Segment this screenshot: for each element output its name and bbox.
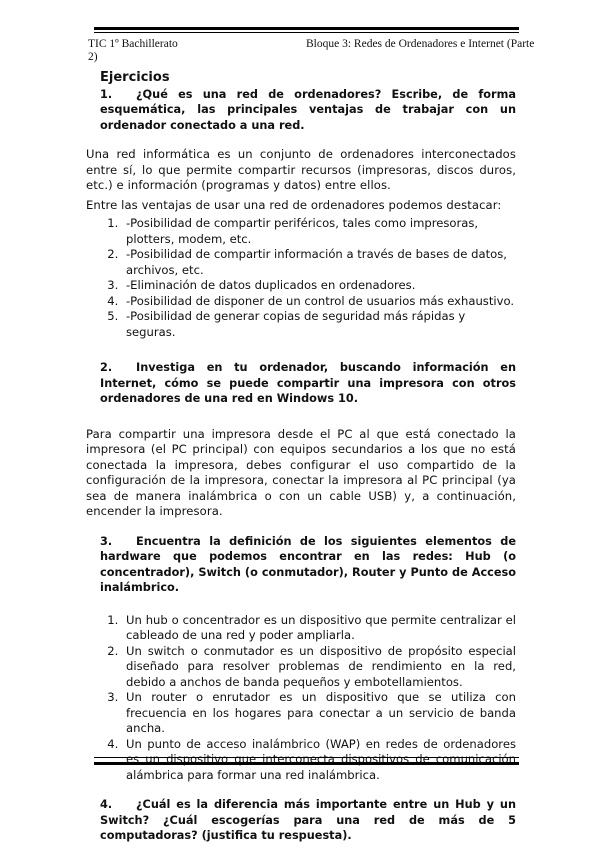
list-item: 2. -Posibilidad de compartir información a través de bases de datos, archivos, etc. (122, 247, 516, 278)
question-4-text: ¿Cuál es la diferencia más importante entre un Hub y un Switch? ¿Cuál escogerías para una red de más de 5 computadoras? (justifica tu respuesta). (100, 798, 516, 842)
question-1 (100, 87, 516, 134)
footer-rule-thick (94, 762, 519, 765)
answer-2-paragraph: Para compartir una impresora desde el PC al que está conectado la impresora (el PC principal) con equipos secundarios a los que no está conectada la impresora, debes configurar el uso compartido de la configuración de la impresora, conectar la impresora al PC principal (ya sea de manera inalámbrica o con un cable USB) y, a continuación, encender la impresora. (86, 426, 516, 518)
question-4 (100, 797, 516, 844)
footer-rule-thin (94, 757, 519, 758)
list-item: 3. Un router o enrutador es un dispositivo que se utiliza con frecuencia en los hogares para conectar a un servicio de banda ancha. (122, 690, 516, 737)
list-item: 4. -Posibilidad de disponer de un control de usuarios más exhaustivo. (122, 294, 516, 310)
header-unit: Bloque 3: Redes de Ordenadores e Internet (Parte (306, 38, 535, 50)
list-item: 4. Un punto de acceso inalámbrico (WAP) en redes de ordenadores es un dispositivo que interconecta dispositivos de comunicación alámbrica para formar una red inalámbrica. (122, 737, 516, 784)
question-4-number: 4. (100, 798, 113, 811)
header-rule-thin (94, 32, 519, 33)
advantages-list (86, 216, 516, 340)
list-item: 2. Un switch o conmutador es un dispositivo de propósito especial diseñado para resolver problemas de rendimiento en la red, debido a anchos de banda pequeños y embotellamientos. (122, 644, 516, 691)
list-item: 3. -Eliminación de datos duplicados en ordenadores. (122, 278, 516, 294)
question-1-number: 1. (100, 87, 113, 101)
question-2 (100, 360, 516, 407)
page-title: Ejercicios (100, 70, 170, 85)
answer-1-paragraph-1: Una red informática es un conjunto de ordenadores interconectados entre sí, lo que permite compartir recursos (impresoras, discos duros, etc.) e información (programas y datos) entre ellos. (86, 147, 516, 192)
header-rule-thick (94, 27, 519, 30)
question-2-number: 2. (100, 361, 113, 374)
answer-1-paragraph-2: Entre las ventajas de usar una red de ordenadores podemos destacar: (86, 197, 502, 212)
question-3 (100, 534, 516, 596)
question-3-number: 3. (100, 534, 113, 548)
list-item: 1. -Posibilidad de compartir periféricos, tales como impresoras, plotters, modem, etc. (122, 216, 516, 247)
list-item: 5. -Posibilidad de generar copias de seguridad más rápidas y seguras. (122, 309, 516, 340)
question-1-text: ¿Qué es una red de ordenadores? Escribe, de forma esquemática, las principales ventajas de trabajar con un ordenador conectado a una red. (100, 87, 516, 132)
list-item: 1. Un hub o concentrador es un dispositivo que permite centralizar el cableado de una red y poder ampliarla. (122, 613, 516, 644)
document-body (86, 70, 516, 844)
question-3-text: Encuentra la definición de los siguientes elementos de hardware que podemos encontrar en las redes: Hub (o concentrador), Switch (o conmutador), Router y Punto de Acceso inalámbrico. (100, 534, 516, 594)
question-2-text: Investiga en tu ordenador, buscando información en Internet, cómo se puede compartir una impresora con otros ordenadores de una red en Windows 10. (100, 361, 516, 405)
header-unit-wrap: 2) (88, 51, 98, 63)
header-course: TIC 1º Bachillerato (88, 38, 178, 50)
